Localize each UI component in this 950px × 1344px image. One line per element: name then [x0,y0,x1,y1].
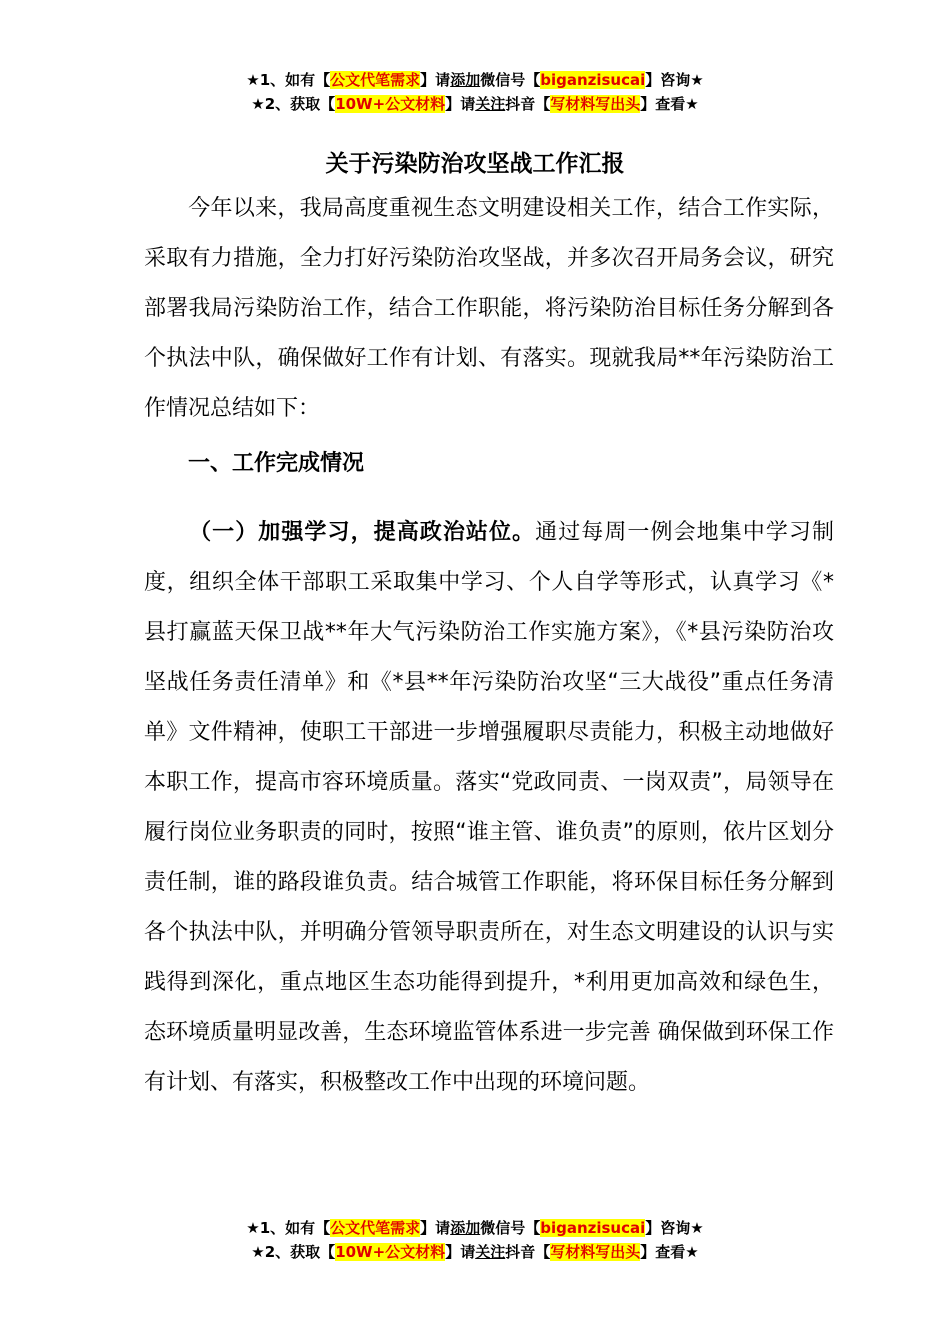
section-heading: 一、工作完成情况 [188,451,365,476]
promo-text: ★1、如有【 [246,1219,331,1237]
promo-highlight: 10W+公文材料 [335,95,446,113]
promo-underlined: 关注 [475,95,506,113]
subsection-lead: （一）加强学习，提高政治站位。 [188,520,536,545]
intro-paragraph [144,184,834,434]
promo-highlight: 公文代笔需求 [330,71,421,89]
promo-highlight: 10W+公文材料 [335,1243,446,1261]
promo-text: 微信号【 [480,71,541,89]
promo-banner-top [0,68,950,116]
promo-text: 】咨询★ [645,1219,704,1237]
promo-underlined: 添加 [450,71,481,89]
promo-text: 】请 [445,1243,476,1261]
promo-text: ★2、获取【 [251,95,336,113]
promo-line-2 [0,1240,950,1264]
promo-text: ★1、如有【 [246,71,331,89]
promo-text: 抖音【 [505,95,551,113]
subsection-paragraph [144,508,834,1108]
promo-underlined: 关注 [475,1243,506,1261]
subsection-body: 通过每周一例会地集中学习制度，组织全体干部职工采取集中学习、个人自学等形式，认真学习《*县打赢蓝天保卫战**年大气污染防治工作实施方案》，《*县污染防治攻坚战任务责任清单》和《*县**年污染防治攻坚“三大战役”重点任务清单》文件精神，使职工干部进一步增强履职尽责能力，积极主动地做好本职工作，提高市容环境质量。落实“党政同责、一岗双责”，局领导在履行岗位业务职责的同时，按照“谁主管、谁负责”的原则，依片区划分责任制，谁的路段谁负责。结合城管工作职能，将环保目标任务分解到各个执法中队，并明确分管领导职责所在，对生态文明建设的认识与实践得到深化，重点地区生态功能得到提升，*利用更加高效和绿色生，态环境质量明显改善，生态环境监管体系进一步完善 确保做到环保工作有计划、有落实，积极整改工作中出现的环境问题。 [144,520,834,1095]
promo-text: 】查看★ [640,1243,699,1261]
promo-text: 微信号【 [480,1219,541,1237]
promo-banner-bottom [0,1216,950,1264]
promo-text: 】请 [420,1219,451,1237]
promo-text: 】请 [445,95,476,113]
promo-text: ★2、获取【 [251,1243,336,1261]
promo-highlight: biganzisucai [540,71,646,89]
intro-text: 今年以来，我局高度重视生态文明建设相关工作，结合工作实际，采取有力措施，全力打好污染防治攻坚战，并多次召开局务会议，研究部署我局污染防治工作，结合工作职能，将污染防治目标任务分解到各个执法中队，确保做好工作有计划、有落实。现就我局**年污染防治工作情况总结如下： [144,196,834,421]
promo-underlined: 添加 [450,1219,481,1237]
promo-highlight: 写材料写出头 [550,95,641,113]
promo-highlight: biganzisucai [540,1219,646,1237]
promo-text: 】请 [420,71,451,89]
promo-text: 】查看★ [640,95,699,113]
promo-highlight: 写材料写出头 [550,1243,641,1261]
document-title: 关于污染防治攻坚战工作汇报 [325,151,625,178]
promo-line-1 [0,1216,950,1240]
promo-line-1 [0,68,950,92]
promo-text: 抖音【 [505,1243,551,1261]
promo-highlight: 公文代笔需求 [330,1219,421,1237]
promo-line-2 [0,92,950,116]
promo-text: 】咨询★ [645,71,704,89]
